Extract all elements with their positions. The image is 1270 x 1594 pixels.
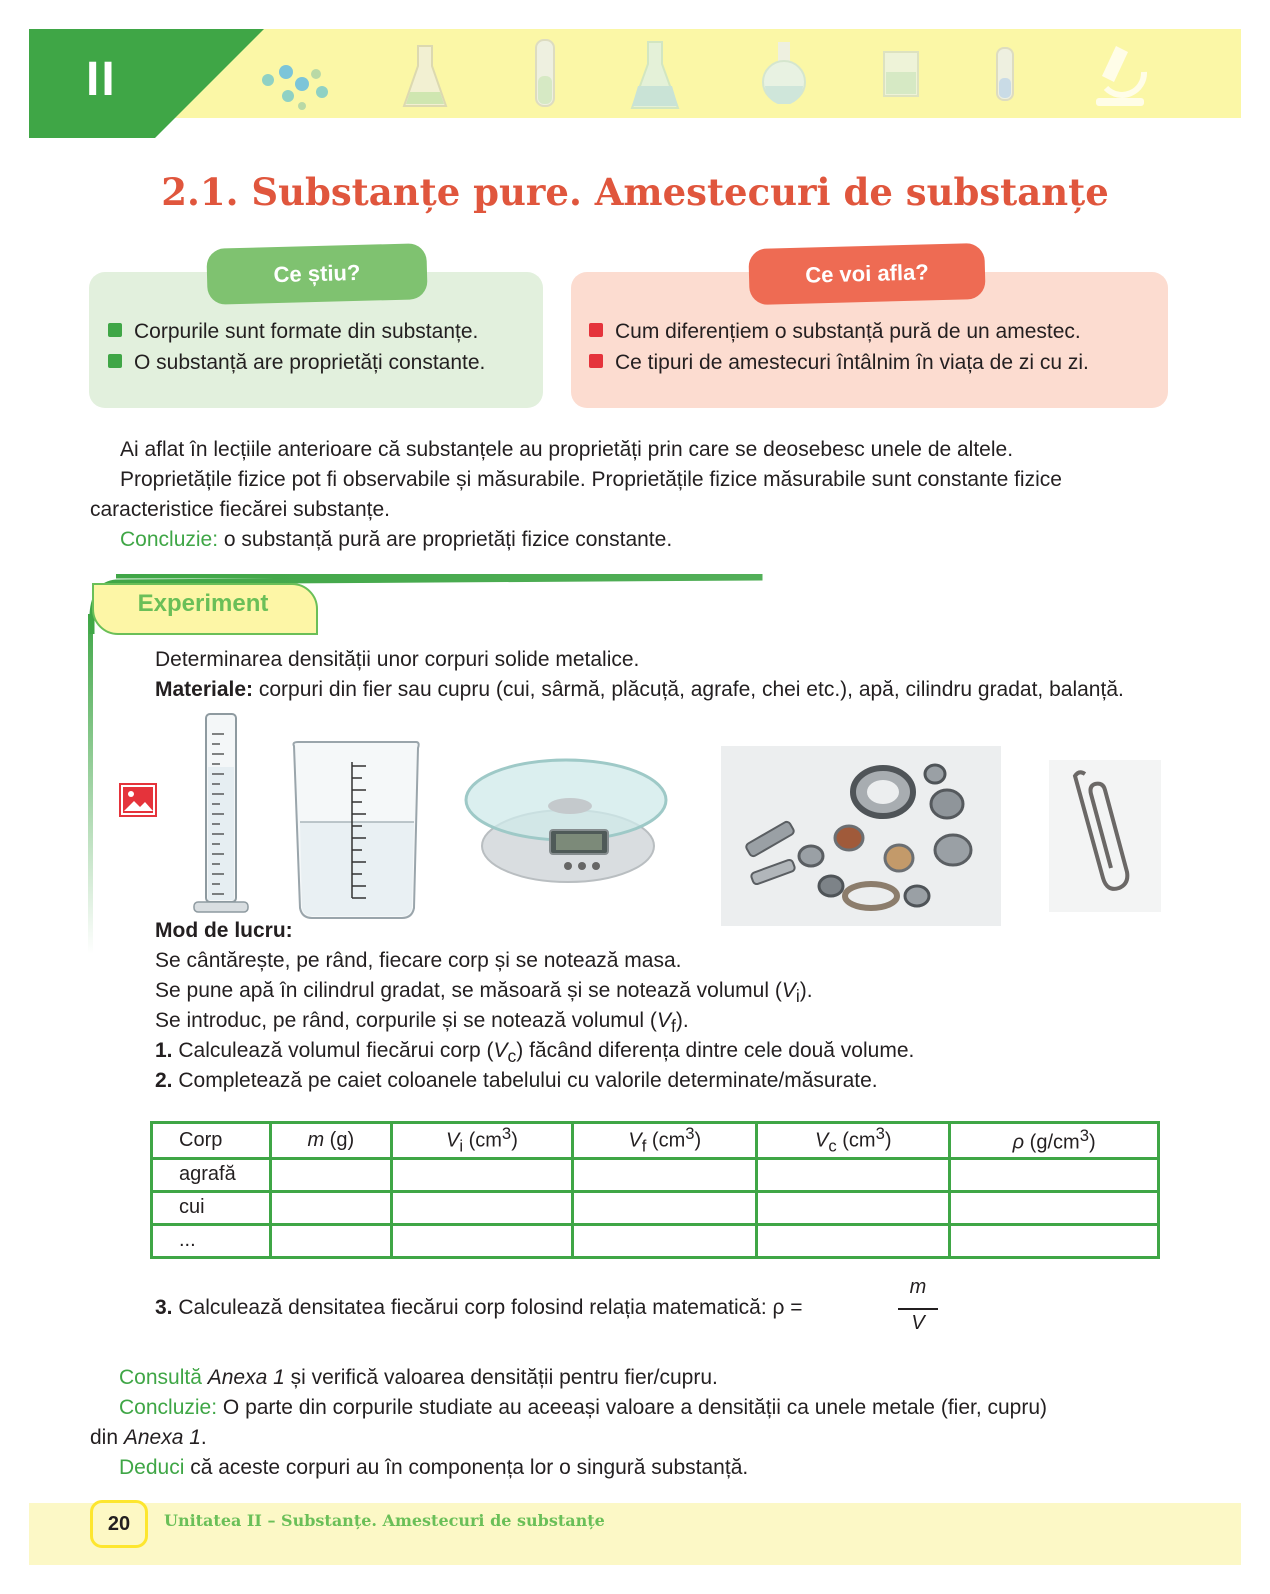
experiment-materials: Materiale: corpuri din fier sau cupru (cui, sârmă, plăcuță, agrafe, chei etc.), apă, cilindru gradat, balanță. [155, 678, 1124, 701]
conclusion-label: Concluzie: [120, 528, 219, 551]
metal-parts-image [721, 746, 1001, 926]
table-header-row [152, 1123, 1159, 1159]
what-i-will-learn-label: Ce voi afla? [748, 243, 985, 305]
task-1: 1. Calculează volumul fiecărui corp $(V_c)$ făcând diferența dintre cele două volume. [155, 1039, 915, 1067]
intro-paragraph-1: Ai aflat în lecțiile anterioare că substanțele au proprietăți prin care se deosebesc unele de altele. [120, 438, 1014, 461]
task-2: 2. Completează pe caiet coloanele tabelului cu valorile determinate/măsurate. [155, 1069, 878, 1092]
method-step-1: Se cântărește, pe rând, fiecare corp și se notează masa. [155, 949, 682, 972]
red-bullet-icon [589, 323, 603, 337]
graduated-cylinder-image [190, 712, 252, 920]
intro-paragraph-2-cont: caracteristice fiecărei substanțe. [90, 498, 390, 521]
vial-icon [990, 44, 1020, 104]
conical-flask-icon [630, 38, 680, 112]
column-header: Corp [152, 1123, 271, 1159]
test-tube-icon [528, 36, 562, 112]
red-bullet-icon [589, 354, 603, 368]
round-flask-icon [758, 40, 810, 104]
task-3: 3. Calculează densitatea fiecărui corp folosind relația matematică: ρ = [155, 1296, 803, 1319]
molecule-icon [258, 62, 338, 112]
deduce-line: Deduci că aceste corpuri au în componența lor o singură substanță. [119, 1456, 749, 1479]
table-row [152, 1224, 1159, 1257]
results-table [150, 1121, 1160, 1259]
experiment-goal: Determinarea densității unor corpuri solide metalice. [155, 648, 640, 671]
page-number: 20 [90, 1500, 148, 1548]
table-row [152, 1191, 1159, 1224]
know-item: Corpurile sunt formate din substanțe. [108, 320, 478, 344]
know-item: O substanță are proprietăți constante. [108, 351, 485, 375]
beaker-icon [880, 48, 922, 102]
learn-item: Cum diferențiem o substanță pură de un amestec. [589, 320, 1081, 344]
row-label: agrafă [152, 1158, 271, 1191]
unit-number: II [86, 53, 117, 106]
flask-icon [402, 42, 448, 112]
lesson-title: 2.1. Substanțe pure. Amestecuri de substanțe [161, 170, 1109, 214]
formula-denominator: V [911, 1312, 925, 1334]
what-i-know-label: Ce știu? [206, 243, 427, 305]
footer-unit-title: Unitatea II – Substanțe. Amestecuri de substanțe [164, 1511, 605, 1530]
image-icon[interactable] [119, 783, 157, 817]
table-row [152, 1158, 1159, 1191]
learn-item: Ce tipuri de amestecuri întâlnim în viața de zi cu zi. [589, 351, 1089, 375]
intro-paragraph-2: Proprietățile fizice pot fi observabile și măsurabile. Proprietățile fizice măsurabile sunt constante fizice [120, 468, 1062, 491]
method-step-2: Se pune apă în cilindrul gradat, se măsoară și se notează volumul $(V_i)$. [155, 979, 813, 1007]
microscope-icon [1088, 40, 1154, 110]
row-label: cui [152, 1191, 271, 1224]
method-step-3: Se introduc, pe rând, corpurile și se notează volumul $(V_f)$. [155, 1009, 689, 1037]
column-header: ρ $(g/cm^3)$ [950, 1123, 1159, 1159]
row-label: ... [152, 1224, 271, 1257]
column-header: m (g) [271, 1123, 392, 1159]
digital-scale-image [458, 746, 676, 898]
experiment-label: Experiment [137, 590, 269, 617]
intro-conclusion: Concluzie: o substanță pură are proprietăți fizice constante. [120, 528, 673, 551]
beaker-image [290, 740, 424, 922]
consult-line: Consultă Anexa 1 și verifică valoarea densității pentru fier/cupru. [119, 1366, 718, 1389]
formula-numerator: m [909, 1276, 927, 1298]
green-bullet-icon [108, 354, 122, 368]
final-conclusion-cont: din Anexa 1. [90, 1426, 207, 1449]
method-title: Mod de lucru: [155, 919, 293, 942]
fraction-bar [898, 1308, 938, 1310]
final-conclusion: Concluzie: O parte din corpurile studiate au aceeași valoare a densității ca unele metale (fier, cupru) [119, 1396, 1048, 1419]
unit-tab [29, 29, 264, 138]
green-bullet-icon [108, 323, 122, 337]
column-header: $V_f$ $(cm^3)$ [573, 1123, 757, 1159]
column-header: $V_i$ $(cm^3)$ [391, 1123, 573, 1159]
column-header: $V_c$ $(cm^3)$ [757, 1123, 950, 1159]
paper-clip-image [1049, 760, 1161, 912]
